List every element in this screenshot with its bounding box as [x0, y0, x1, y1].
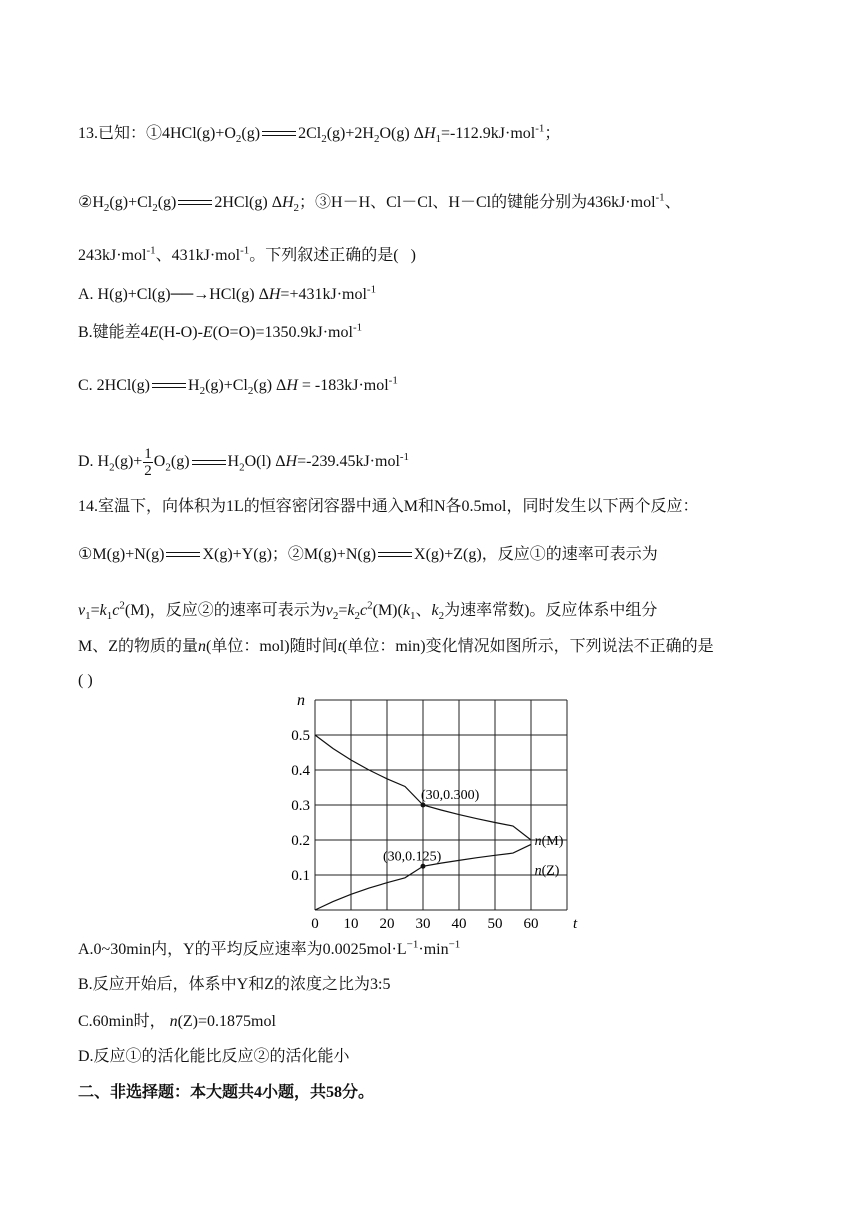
q14-option-c: C.60min时， n(Z)=0.1875mol	[78, 1013, 276, 1030]
q14-stem-line-2: ①M(g)+N(g) X(g)+Y(g)；②M(g)+N(g) X(g)+Z(g)，反应①的速率可表示为	[78, 546, 658, 563]
q13-option-a: A. H(g)+Cl(g)──→HCl(g) ΔH=+431kJ·mol$^{-1}$	[78, 283, 377, 303]
q13-option-c: C. 2HCl(g) $H_2(g)+Cl_2(g) \Delta H = -183kJ\cdot mol^{-1}$	[78, 374, 398, 398]
y-tick-label: 0.4	[291, 763, 310, 779]
q14-option-d: D.反应①的活化能比反应②的活化能小	[78, 1048, 350, 1065]
annotation-point	[421, 864, 426, 869]
x-tick-label: 60	[523, 916, 539, 932]
x-axis-label: t	[573, 916, 578, 932]
series-label-nZ: n(Z)	[534, 863, 560, 879]
reaction-chart	[280, 690, 590, 935]
q13-stem-line-2: $②H_2(g)+Cl_2(g)$ 2HCl(g) $\Delta H_2$；③H－H、Cl－Cl、H－Cl的键能分别为436kJ·mol$^{-1}$、	[78, 191, 681, 215]
y-tick-label: 0.2	[291, 833, 310, 849]
series-label-nM: n(M)	[534, 834, 564, 849]
annotation-label: (30,0.300)	[421, 788, 480, 803]
q13-stem-line-3: 243kJ·mol$^{-1}$、431kJ·mol$^{-1}$。下列叙述正确的是( )	[78, 244, 416, 264]
x-tick-label: 0	[311, 916, 319, 932]
x-tick-label: 10	[343, 916, 359, 932]
y-axis-label: n	[297, 692, 305, 709]
x-tick-label: 40	[451, 916, 467, 932]
q14-option-a: A.0~30min内，Y的平均反应速率为$0.0025mol\cdot L^{-1}\cdot\min^{-1}$	[78, 938, 461, 958]
section-2-heading: 二、非选择题：本大题共4小题，共58分。	[78, 1084, 375, 1101]
q14-stem-line-5: ( )	[78, 672, 93, 689]
q14-stem-line-3: $v_1=k_1c^2(M)$，反应②的速率可表示为$v_2=k_2c^2(M)(k_1$、$k_2$为速率常数)。反应体系中组分	[78, 599, 658, 623]
x-tick-label: 50	[487, 916, 503, 932]
y-tick-label: 0.3	[291, 798, 310, 814]
q14-option-b: B.反应开始后，体系中Y和Z的浓度之比为3:5	[78, 976, 391, 993]
q13-option-d: D. $H_2(g)+$ $\frac{1}{2}$ $O_2(g)$ $H_2O(l)$ ΔH=-239.45kJ·mol$^{-1}$	[78, 446, 410, 479]
x-tick-label: 20	[379, 916, 395, 932]
x-tick-label: 30	[415, 916, 431, 932]
y-tick-label: 0.1	[291, 868, 310, 884]
q13-option-b: B.键能差4E(H-O)-E(O=O)=1350.9kJ·mol$^{-1}$	[78, 321, 363, 341]
y-tick-label: 0.5	[291, 728, 310, 744]
annotation-label: (30,0.125)	[383, 849, 442, 865]
q14-stem-line-4: M、Z的物质的量n(单位：mol)随时间t(单位：min)变化情况如图所示，下列说法不正确的是	[78, 638, 714, 655]
annotation-point	[421, 803, 426, 808]
q13-stem-line-1: 13.已知：$①4HCl(g)+O_2(g)$ $2Cl_2(g)+2H_2O(g)$ $\Delta H_1=-112.9kJ\cdot mol^{-1}$；	[78, 122, 561, 146]
q14-stem-line-1: 14.室温下，向体积为1L的恒容密闭容器中通入M和N各0.5mol，同时发生以下两个反应：	[78, 498, 699, 515]
